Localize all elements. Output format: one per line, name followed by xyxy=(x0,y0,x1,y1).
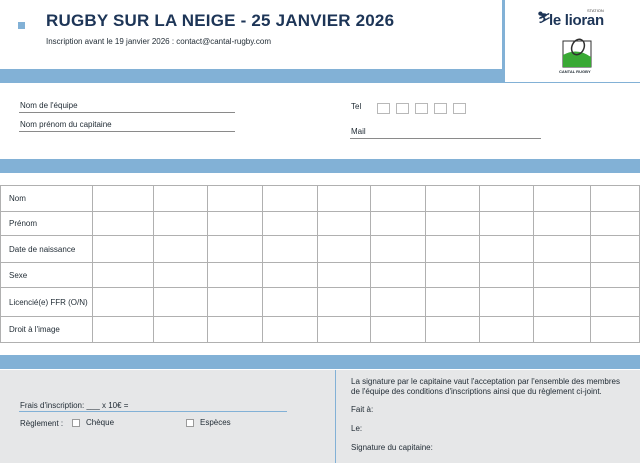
player-cell[interactable] xyxy=(207,263,262,288)
player-cell[interactable] xyxy=(153,212,207,236)
player-cell[interactable] xyxy=(317,236,371,263)
player-cell[interactable] xyxy=(262,236,317,263)
player-row-label: Nom xyxy=(1,186,93,212)
cheque-checkbox[interactable] xyxy=(72,419,80,427)
player-cell[interactable] xyxy=(590,263,639,288)
player-row-label: Droit à l'image xyxy=(1,317,93,343)
player-cell[interactable] xyxy=(371,263,426,288)
signature-label: Signature du capitaine: xyxy=(351,443,433,452)
player-cell[interactable] xyxy=(317,317,371,343)
player-cell[interactable] xyxy=(371,236,426,263)
player-cell[interactable] xyxy=(371,317,426,343)
player-cell[interactable] xyxy=(426,317,480,343)
player-cell[interactable] xyxy=(92,186,153,212)
player-cell[interactable] xyxy=(207,212,262,236)
player-cell[interactable] xyxy=(317,263,371,288)
player-cell[interactable] xyxy=(426,288,480,317)
player-cell[interactable] xyxy=(153,288,207,317)
player-cell[interactable] xyxy=(480,186,534,212)
mail-field[interactable] xyxy=(350,138,541,139)
player-cell[interactable] xyxy=(534,288,591,317)
player-cell[interactable] xyxy=(426,186,480,212)
player-cell[interactable] xyxy=(92,317,153,343)
player-cell[interactable] xyxy=(371,212,426,236)
footer-band xyxy=(0,355,640,369)
page-subtitle: Inscription avant le 19 janvier 2026 : contact@cantal-rugby.com xyxy=(46,37,271,46)
players-table xyxy=(0,185,640,343)
logo-box xyxy=(502,0,640,82)
page-title: RUGBY SUR LA NEIGE - 25 JANVIER 2026 xyxy=(46,11,395,30)
player-cell[interactable] xyxy=(590,236,639,263)
player-cell[interactable] xyxy=(207,317,262,343)
player-cell[interactable] xyxy=(426,212,480,236)
title-bullet xyxy=(18,22,25,29)
mail-label: Mail xyxy=(351,127,366,136)
fait-label: Fait à: xyxy=(351,405,374,414)
player-cell[interactable] xyxy=(262,317,317,343)
player-cell[interactable] xyxy=(371,288,426,317)
lioran-logo-small-text: STATION xyxy=(587,8,604,13)
player-cell[interactable] xyxy=(92,212,153,236)
players-band xyxy=(0,159,640,173)
player-cell[interactable] xyxy=(92,263,153,288)
le-label: Le: xyxy=(351,424,363,433)
player-cell[interactable] xyxy=(207,288,262,317)
tel-box-1[interactable] xyxy=(377,103,390,114)
player-row xyxy=(1,236,640,263)
player-cell[interactable] xyxy=(426,236,480,263)
player-cell[interactable] xyxy=(534,212,591,236)
player-cell[interactable] xyxy=(262,263,317,288)
player-cell[interactable] xyxy=(480,212,534,236)
tel-box-5[interactable] xyxy=(453,103,466,114)
player-cell[interactable] xyxy=(262,288,317,317)
tel-label: Tel xyxy=(351,102,362,111)
player-cell[interactable] xyxy=(480,263,534,288)
cheque-label: Chèque xyxy=(86,418,115,427)
team-name-field[interactable] xyxy=(19,112,235,113)
team-name-label: Nom de l'équipe xyxy=(20,101,78,110)
lioran-skier-glyph: ⛷ xyxy=(537,12,551,24)
player-cell[interactable] xyxy=(153,263,207,288)
player-cell[interactable] xyxy=(153,317,207,343)
player-cell[interactable] xyxy=(590,186,639,212)
player-cell[interactable] xyxy=(480,288,534,317)
player-row-label: Licencié(e) FFR (O/N) xyxy=(1,288,93,317)
cantal-rugby-logo xyxy=(559,37,595,77)
player-cell[interactable] xyxy=(371,186,426,212)
tel-box-3[interactable] xyxy=(415,103,428,114)
player-cell[interactable] xyxy=(426,263,480,288)
cantal-rugby-text: CANTAL RUGBY xyxy=(559,69,591,74)
player-row xyxy=(1,263,640,288)
player-row-label: Sexe xyxy=(1,263,93,288)
captain-field[interactable] xyxy=(19,131,235,132)
player-cell[interactable] xyxy=(92,288,153,317)
player-cell[interactable] xyxy=(534,236,591,263)
player-row-label: Prénom xyxy=(1,212,93,236)
player-cell[interactable] xyxy=(262,212,317,236)
player-cell[interactable] xyxy=(590,212,639,236)
cantal-rugby-emblem xyxy=(559,37,595,71)
player-cell[interactable] xyxy=(317,186,371,212)
payment-label: Règlement : xyxy=(20,419,64,428)
fees-field[interactable] xyxy=(19,411,287,412)
player-cell[interactable] xyxy=(153,186,207,212)
player-row xyxy=(1,288,640,317)
player-cell[interactable] xyxy=(262,186,317,212)
player-cell[interactable] xyxy=(317,288,371,317)
footer-divider xyxy=(335,370,336,463)
player-cell[interactable] xyxy=(480,236,534,263)
captain-label: Nom prénom du capitaine xyxy=(20,120,112,129)
player-cell[interactable] xyxy=(92,236,153,263)
player-cell[interactable] xyxy=(153,236,207,263)
player-row xyxy=(1,317,640,343)
player-cell[interactable] xyxy=(590,288,639,317)
player-cell[interactable] xyxy=(590,317,639,343)
especes-checkbox[interactable] xyxy=(186,419,194,427)
player-cell[interactable] xyxy=(207,236,262,263)
player-row xyxy=(1,212,640,236)
lioran-logo xyxy=(535,8,635,34)
tel-box-4[interactable] xyxy=(434,103,447,114)
player-cell[interactable] xyxy=(534,186,591,212)
player-row xyxy=(1,186,640,212)
player-cell[interactable] xyxy=(534,263,591,288)
lioran-logo-text: le lioran xyxy=(549,12,604,29)
player-row-label: Date de naissance xyxy=(1,236,93,263)
player-cell[interactable] xyxy=(480,317,534,343)
fees-label: Frais d'inscription: ___ x 10€ = xyxy=(20,401,129,410)
player-cell[interactable] xyxy=(207,186,262,212)
acceptance-text: La signature par le capitaine vaut l'acceptation par l'ensemble des membres de l'équipe des conditions d'inscriptions ainsi que du règlement ci-joint. xyxy=(351,377,620,396)
player-cell[interactable] xyxy=(317,212,371,236)
player-cell[interactable] xyxy=(534,317,591,343)
especes-label: Espèces xyxy=(200,418,231,427)
tel-box-2[interactable] xyxy=(396,103,409,114)
